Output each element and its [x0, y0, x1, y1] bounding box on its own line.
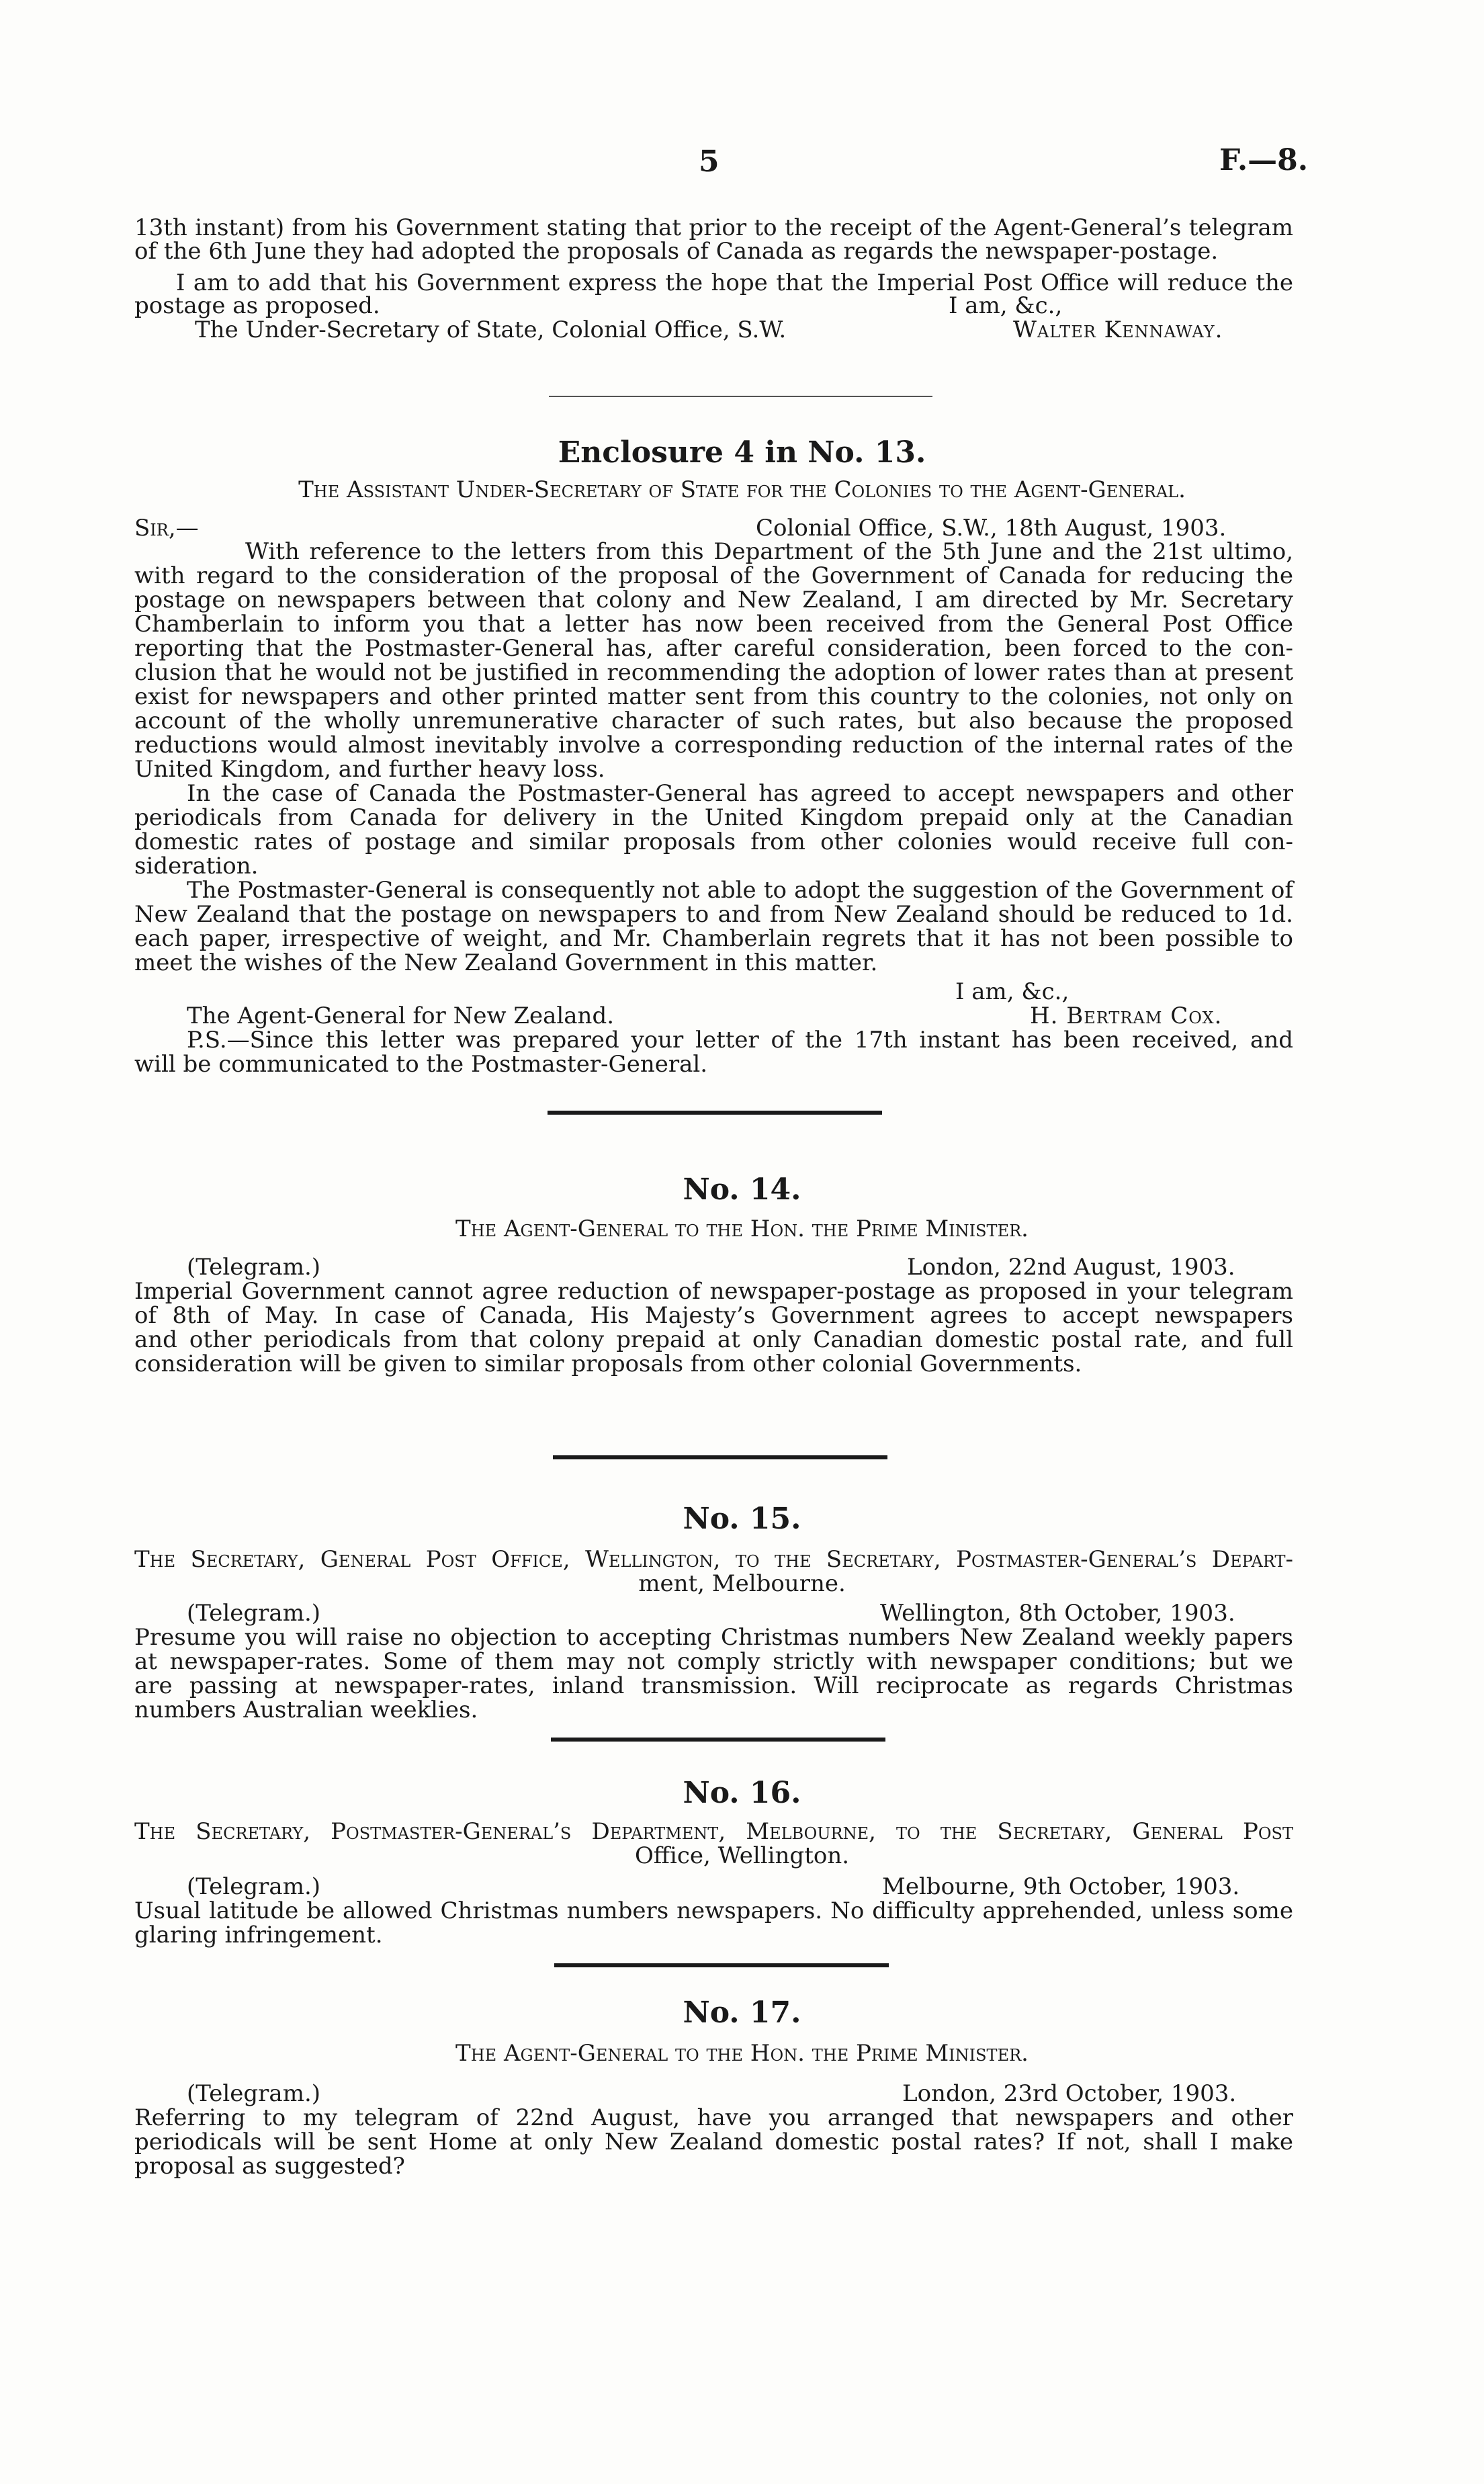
body-line: With reference to the letters from this Department of the 5th June and the 21st ultimo, — [245, 538, 1293, 565]
place-date: Colonial Office, S.W., 18th August, 1903. — [756, 515, 1227, 542]
addressee-line: The Under-Secretary of State, Colonial Office, S.W. — [195, 316, 787, 343]
body-line: Chamberlain to inform you that a letter has now been received from the General Post Office — [134, 611, 1293, 638]
section-divider — [549, 396, 932, 397]
addressee-line: The Agent-General for New Zealand. — [187, 1002, 615, 1029]
page-number: 5 — [699, 144, 719, 179]
body-line: postage on newspapers between that colony and New Zealand, I am directed by Mr. Secretary — [134, 587, 1293, 613]
body-line: Usual latitude be allowed Christmas numbers newspapers. No difficulty apprehended, unless some — [134, 1897, 1293, 1924]
place-date: Wellington, 8th October, 1903. — [880, 1600, 1235, 1627]
telegram-label: (Telegram.) — [187, 2080, 321, 2107]
section-title: Enclosure 4 in No. 13. — [558, 435, 926, 470]
body-line: Imperial Government cannot agree reduction of newspaper-postage as proposed in your telegram — [134, 1278, 1293, 1305]
body-line: New Zealand that the postage on newspapers to and from New Zealand should be reduced to 1d. — [134, 901, 1293, 928]
body-line: periodicals will be sent Home at only New Zealand domestic postal rates? If not, shall I make — [134, 2129, 1293, 2155]
place-date: Melbourne, 9th October, 1903. — [882, 1873, 1240, 1900]
body-line: United Kingdom, and further heavy loss. — [134, 756, 605, 783]
body-line: periodicals from Canada for delivery in the United Kingdom prepaid only at the Canadian — [134, 804, 1293, 831]
body-line: exist for newspapers and other printed matter sent from this country to the colonies, not only on — [134, 683, 1293, 710]
body-line: sideration. — [134, 853, 259, 880]
body-line: I am to add that his Government express the hope that the Imperial Post Office will reduce the — [176, 269, 1293, 296]
place-date: London, 22nd August, 1903. — [907, 1254, 1235, 1281]
salutation: Sir,— — [134, 515, 199, 542]
section-title: No. 16. — [683, 1776, 801, 1810]
place-date: London, 23rd October, 1903. — [902, 2080, 1237, 2107]
section-subtitle: The Assistant Under-Secretary of State for the Colonies to the Agent-General. — [298, 476, 1186, 503]
body-line: numbers Australian weeklies. — [134, 1697, 478, 1723]
body-line: 13th instant) from his Government stating that prior to the receipt of the Agent-General’s telegram — [134, 214, 1293, 241]
body-line: meet the wishes of the New Zealand Government in this matter. — [134, 949, 878, 976]
postscript-line: will be communicated to the Postmaster-General. — [134, 1051, 708, 1078]
closing-line: I am, &c., — [949, 292, 1063, 319]
body-line: each paper, irrespective of weight, and Mr. Chamberlain regrets that it has not been possible to — [134, 925, 1293, 952]
body-line: In the case of Canada the Postmaster-General has agreed to accept newspapers and other — [187, 780, 1293, 807]
body-line: postage as proposed. — [134, 292, 380, 319]
postscript-line: P.S.—Since this letter was prepared your letter of the 17th instant has been received, and — [187, 1027, 1293, 1054]
section-divider — [548, 1111, 882, 1115]
section-subtitle: Office, Wellington. — [634, 1842, 850, 1869]
body-line: of 8th of May. In case of Canada, His Majesty’s Government agrees to accept newspapers — [134, 1302, 1293, 1329]
section-divider — [553, 1455, 887, 1459]
body-line: are passing at newspaper-rates, inland transmission. Will reciprocate as regards Christmas — [134, 1672, 1293, 1699]
section-divider — [551, 1738, 885, 1742]
section-subtitle: The Secretary, General Post Office, Wellington, to the Secretary, Postmaster-General’s Depart- — [134, 1546, 1293, 1573]
body-line: clusion that he would not be justified in recommending the adoption of lower rates than at present — [134, 659, 1293, 686]
section-subtitle: The Agent-General to the Hon. the Prime Minister. — [455, 2040, 1029, 2067]
section-title: No. 15. — [683, 1502, 801, 1536]
body-line: and other periodicals from that colony prepaid at only Canadian domestic postal rate, and full — [134, 1326, 1293, 1353]
body-line: The Postmaster-General is consequently not able to adopt the suggestion of the Government of — [187, 877, 1293, 904]
signature-line: Walter Kennaway. — [1013, 316, 1223, 343]
body-line: glaring infringement. — [134, 1922, 383, 1948]
section-divider — [554, 1963, 889, 1967]
telegram-label: (Telegram.) — [187, 1600, 321, 1627]
telegram-label: (Telegram.) — [187, 1254, 321, 1281]
body-line: Presume you will raise no objection to accepting Christmas numbers New Zealand weekly papers — [134, 1624, 1293, 1651]
document-code: F.—8. — [1219, 143, 1309, 177]
body-line: reductions would almost inevitably involve a corresponding reduction of the internal rates of the — [134, 732, 1293, 759]
section-subtitle: ment, Melbourne. — [638, 1570, 846, 1597]
section-title: No. 17. — [683, 1996, 801, 2030]
body-line: with regard to the consideration of the proposal of the Government of Canada for reducing the — [134, 562, 1293, 589]
section-subtitle: The Agent-General to the Hon. the Prime Minister. — [455, 1215, 1029, 1242]
body-line: at newspaper-rates. Some of them may not comply strictly with newspaper conditions; but we — [134, 1648, 1293, 1675]
section-subtitle: The Secretary, Postmaster-General’s Department, Melbourne, to the Secretary, General Post — [134, 1818, 1293, 1845]
body-line: consideration will be given to similar proposals from other colonial Governments. — [134, 1351, 1082, 1377]
body-line: proposal as suggested? — [134, 2153, 405, 2180]
body-line: reporting that the Postmaster-General has, after careful consideration, been forced to the con- — [134, 635, 1293, 662]
body-line: Referring to my telegram of 22nd August, have you arranged that newspapers and other — [134, 2104, 1293, 2131]
closing-line: I am, &c., — [955, 978, 1070, 1005]
body-line: domestic rates of postage and similar proposals from other colonies would receive full con- — [134, 828, 1293, 855]
section-title: No. 14. — [683, 1172, 801, 1207]
telegram-label: (Telegram.) — [187, 1873, 321, 1900]
signature-line: H. Bertram Cox. — [1030, 1002, 1223, 1029]
body-line: account of the wholly unremunerative character of such rates, but also because the proposed — [134, 708, 1293, 734]
body-line: of the 6th June they had adopted the proposals of Canada as regards the newspaper-postage. — [134, 238, 1219, 265]
